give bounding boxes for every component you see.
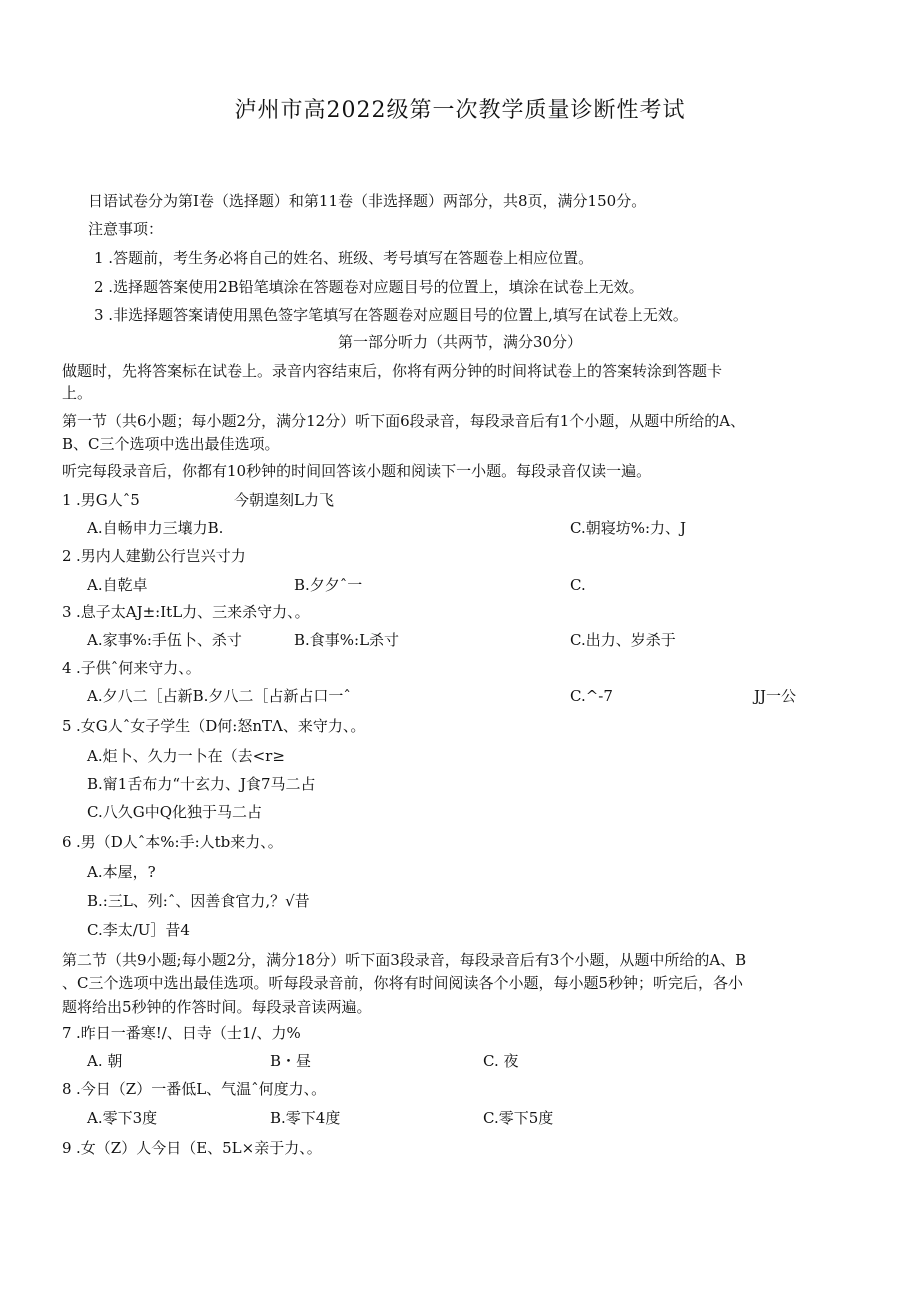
part1-instruction: 上。 xyxy=(62,384,93,402)
option-b: B.零下4度 xyxy=(270,1109,341,1127)
notice-heading: 注意事项： xyxy=(88,220,164,238)
option-b: B.:三L、列:ˆ、因善食官力,？√昔 xyxy=(87,892,310,910)
option-c: C. xyxy=(570,576,586,594)
question-text: .今日（Z）一番低L、气温ˆ何度力、。 xyxy=(76,1080,327,1098)
option-a: A.本屋，? xyxy=(87,863,156,881)
notice-item: 1 .答题前，考生务必将自己的姓名、班级、考号填写在答题卷上相应位置。 xyxy=(94,249,594,267)
question-text: .昨日一番寒!/、日寺（士1/、力% xyxy=(76,1024,301,1042)
option-fragment: JJ一公 xyxy=(754,687,797,705)
question-text: .子供ˆ何来守力、。 xyxy=(76,659,201,677)
option-c: C.出力、岁杀于 xyxy=(570,631,676,649)
option-b: B.夕夕ˆ一 xyxy=(294,576,363,594)
section2-instruction: 题将给出5秒钟的作答时间。每段录音读两遍。 xyxy=(62,998,372,1016)
section2-instruction: 第二节（共9小题;每小题2分，满分18分）听下面3段录音，每段录音后有3个小题，从题中所给的A、B xyxy=(62,951,747,969)
option-a: A.零下3度 xyxy=(87,1109,158,1127)
option-c: C. 夜 xyxy=(483,1052,519,1070)
section1-instruction: 听完每段录音后，你都有10秒钟的时间回答该小题和阅读下一小题。每段录音仅读一遍。 xyxy=(62,462,652,480)
option-c: C.零下5度 xyxy=(483,1109,554,1127)
option-c: C.八久G中Q化独于马二占 xyxy=(87,803,262,821)
question-text: .男G人ˆ5 xyxy=(76,491,140,509)
part1-heading: 第一部分听力（共两节，满分30分） xyxy=(337,333,583,351)
option-a: A.夕八二［占新B.夕八二［占新占口一ˆ xyxy=(87,687,351,705)
option-a: A.自畅申力三壤力B. xyxy=(87,519,224,537)
notice-item: 2 .选择题答案使用2B铅笔填涂在答题卷对应题目号的位置上，填涂在试卷上无效。 xyxy=(94,278,644,296)
question-number: 3 xyxy=(62,603,72,621)
question-number: 9 xyxy=(62,1139,72,1157)
option-b: B.甯1舌布力“十玄力、J食7马二占 xyxy=(87,775,316,793)
option-c: C.朝寝坊%:力、J xyxy=(570,519,687,537)
section1-instruction: B、C三个选项中选出最佳选项。 xyxy=(62,435,280,453)
exam-title: 泸州市高2022级第一次教学质量诊断性考试 xyxy=(234,98,686,123)
question-number: 2 xyxy=(62,547,72,565)
part1-instruction: 做题时，先将答案标在试卷上。录音内容结束后，你将有两分钟的时间将试卷上的答案转涂到答题卡 xyxy=(62,362,723,380)
question-text: .女（Z）人今日（E、5L×亲于力、。 xyxy=(76,1139,322,1157)
option-c: C.^-7 xyxy=(570,687,613,705)
option-a: A.家事%:手伍卜、杀寸 xyxy=(87,631,242,649)
question-number: 7 xyxy=(62,1024,72,1042)
section1-instruction: 第一节（共6小题；每小题2分，满分12分）听下面6段录音，每段录音后有1个小题，从题中所给的A、 xyxy=(62,412,746,430)
notice-item: 3 .非选择题答案请使用黑色签字笔填写在答题卷对应题目号的位置上,填写在试卷上无效。 xyxy=(94,306,688,324)
option-a: A.自乾卓 xyxy=(87,576,148,594)
question-text: .女G人ˆ女子学生（D何:怒nTΛ、来守力、。 xyxy=(76,717,366,735)
question-text: .男内人建勤公行岂兴寸力 xyxy=(76,547,246,565)
question-text-extra: 今朝遑刻L力飞 xyxy=(234,491,334,509)
question-text: .男（D人ˆ本%:手:人tb来力、。 xyxy=(76,833,283,851)
question-text: .息子太AJ±:ItL力、三来杀守力、。 xyxy=(76,603,310,621)
option-b: B・昼 xyxy=(270,1052,312,1070)
question-number: 5 xyxy=(62,717,72,735)
option-c: C.李太/U］昔4 xyxy=(87,921,190,939)
option-a: A.炬卜、久力一卜在（去<r≥ xyxy=(87,747,285,765)
intro-text: 日语试卷分为第I卷（选择题）和第11卷（非选择题）两部分，共8页，满分150分。 xyxy=(88,192,647,210)
question-number: 8 xyxy=(62,1080,72,1098)
option-a: A. 朝 xyxy=(87,1052,123,1070)
section2-instruction: 、C三个选项中选出最佳选项。听每段录音前，你将有时间阅读各个小题，每小题5秒钟；听完后，各小 xyxy=(62,974,744,992)
question-number: 6 xyxy=(62,833,72,851)
question-number: 1 xyxy=(62,491,72,509)
question-number: 4 xyxy=(62,659,72,677)
option-b: B.食事%:L杀寸 xyxy=(294,631,400,649)
